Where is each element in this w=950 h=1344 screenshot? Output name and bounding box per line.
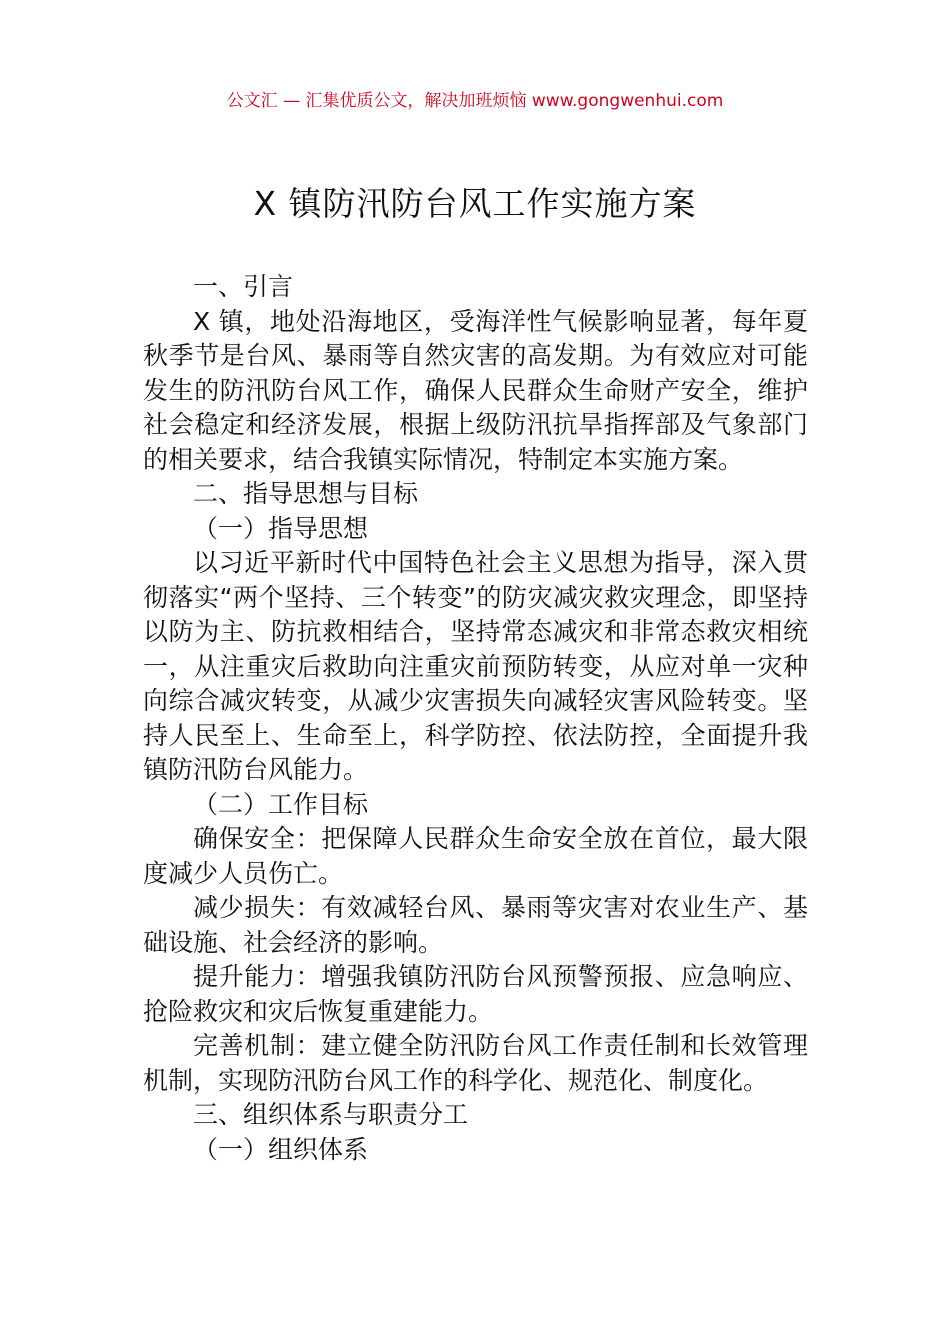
section-heading-organization: 三、组织体系与职责分工 (193, 1100, 469, 1129)
section-heading-guiding: 二、指导思想与目标 (193, 479, 419, 508)
paragraph-goal-capability: 提升能力：增强我镇防汛防台风预警预报、应急响应、抢险救灾和灾后恢复重建能力。 (143, 962, 808, 1026)
paragraph-goal-loss: 减少损失：有效减轻台风、暴雨等灾害对农业生产、基础设施、社会经济的影响。 (143, 893, 808, 957)
document-title: X 镇防汛防台风工作实施方案 (253, 184, 697, 223)
document-body (143, 270, 808, 1167)
subsection-heading-guiding-thought: （一）指导思想 (193, 513, 369, 543)
paragraph-goal-safety: 确保安全：把保障人民群众生命安全放在首位，最大限度减少人员伤亡。 (143, 824, 808, 888)
paragraph-goal-mechanism: 完善机制：建立健全防汛防台风工作责任制和长效管理机制，实现防汛防台风工作的科学化、规范化、制度化。 (143, 1031, 808, 1095)
paragraph-intro: X 镇，地处沿海地区，受海洋性气候影响显著，每年夏秋季节是台风、暴雨等自然灾害的高发期。为有效应对可能发生的防汛防台风工作，确保人民群众生命财产安全，维护社会稳定和经济发展，根据上级防汛抗旱指挥部及气象部门的相关要求，结合我镇实际情况，特制定本实施方案。 (143, 306, 808, 474)
site-header-banner: 公文汇 — 汇集优质公文，解决加班烦恼 www.gongwenhui.com (226, 91, 724, 111)
subsection-heading-org-system: （一）组织体系 (193, 1134, 369, 1164)
paragraph-guiding-thought: 以习近平新时代中国特色社会主义思想为指导，深入贯彻落实“两个坚持、三个转变”的防灾减灾救灾理念，即坚持以防为主、防抗救相结合，坚持常态减灾和非常态救灾相统一，从注重灾后救助向注重灾前预防转变，从应对单一灾种向综合减灾转变，从减少灾害损失向减轻灾害风险转变。坚持人民至上、生命至上，科学防控、依法防控，全面提升我镇防汛防台风能力。 (143, 548, 808, 784)
subsection-heading-work-goals: （二）工作目标 (193, 789, 369, 819)
section-heading-intro: 一、引言 (193, 272, 294, 301)
